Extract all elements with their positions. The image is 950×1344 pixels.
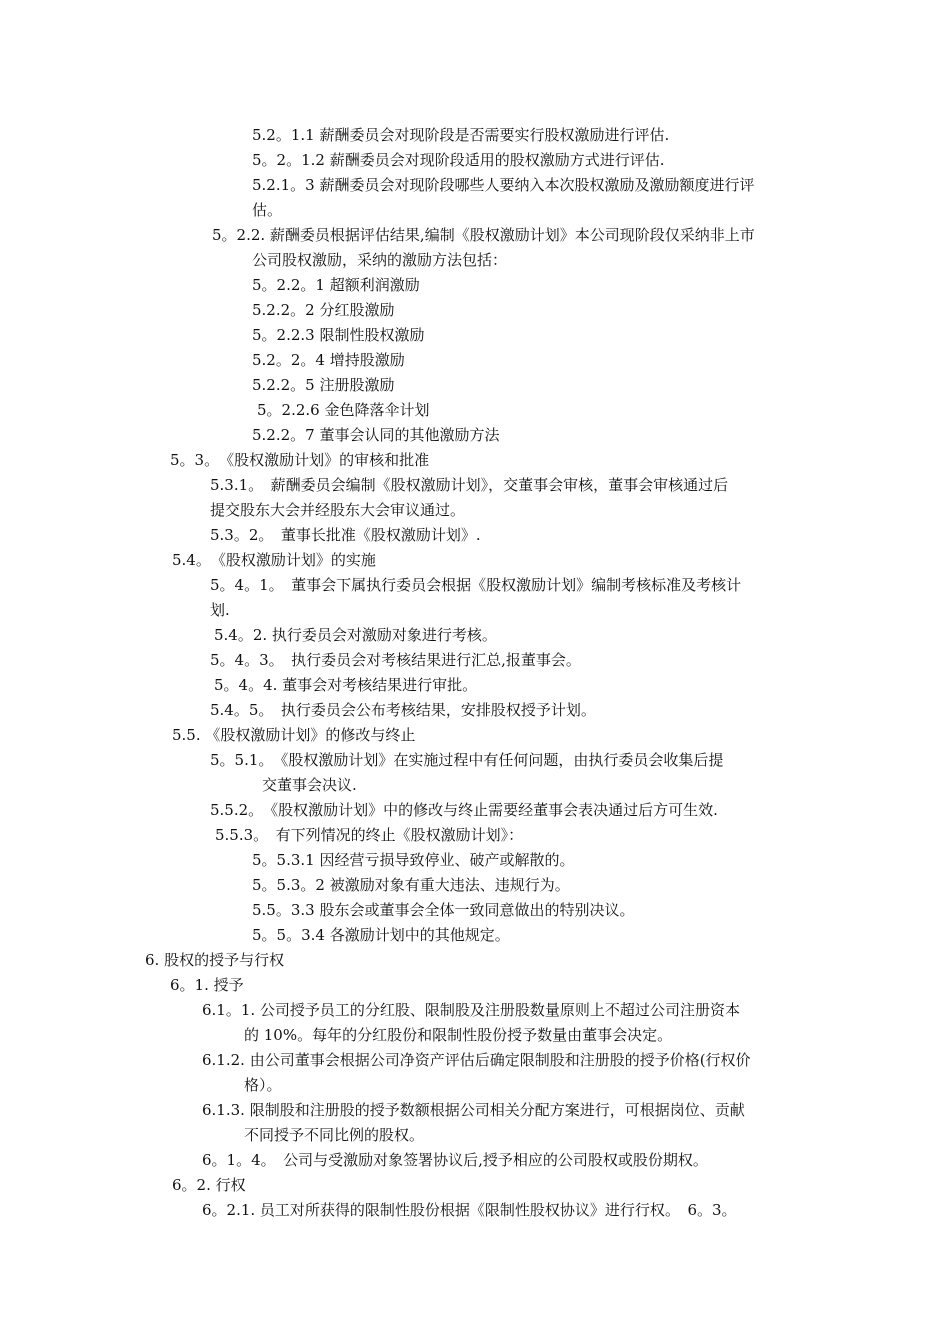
- clause-5-4-5: 5.4。5。 执行委员会公布考核结果，安排股权授予计划。: [210, 701, 596, 719]
- clause-5-4-3: 5。4。3。 执行委员会对考核结果进行汇总,报董事会。: [210, 651, 581, 669]
- clause-5-2-1-2: 5。2。1.2 薪酬委员会对现阶段适用的股权激励方式进行评估.: [252, 151, 665, 169]
- section-6-1-heading: 6。1. 授予: [170, 976, 244, 994]
- clause-6-1-2-cont: 格）。: [244, 1076, 282, 1094]
- clause-5-3-2: 5.3。2。 董事长批准《股权激励计划》.: [210, 526, 481, 544]
- chapter-6-heading: 6. 股权的授予与行权: [145, 951, 285, 969]
- clause-5-2-1-3: 5.2.1。3 薪酬委员会对现阶段哪些人要纳入本次股权激励及激励额度进行评: [252, 176, 755, 194]
- clause-5-2-2-1: 5。2.2。1 超额利润激励: [252, 276, 420, 294]
- clause-5-5-3: 5.5.3。 有下列情况的终止《股权激励计划》：: [215, 826, 524, 844]
- clause-5-2-2-7: 5.2.2。7 董事会认同的其他激励方法: [252, 426, 500, 444]
- clause-5-2-2-5: 5.2.2。5 注册股激励: [252, 376, 395, 394]
- clause-6-1-1: 6.1。1. 公司授予员工的分红股、限制股及注册股数量原则上不超过公司注册资本: [202, 1001, 740, 1019]
- clause-5-2-2-6: 5。2.2.6 金色降落伞计划: [257, 401, 430, 419]
- section-5-5-heading: 5.5. 《股权激励计划》的修改与终止: [172, 726, 416, 744]
- clause-6-2-1: 6。2.1. 员工对所获得的限制性股份根据《限制性股权协议》进行行权。 6。3。: [202, 1201, 737, 1219]
- clause-5-4-1-cont: 划.: [210, 601, 230, 619]
- clause-5-5-3-4: 5。5。3.4 各激励计划中的其他规定。: [252, 926, 510, 944]
- clause-5-4-4: 5。4。4. 董事会对考核结果进行审批。: [214, 676, 478, 694]
- section-6-2-heading: 6。2. 行权: [172, 1176, 246, 1194]
- clause-6-1-3: 6.1.3. 限制股和注册股的授予数额根据公司相关分配方案进行，可根据岗位、贡献: [202, 1101, 745, 1119]
- clause-5-4-2: 5.4。2. 执行委员会对激励对象进行考核。: [214, 626, 497, 644]
- clause-5-2-1-1: 5.2。1.1 薪酬委员会对现阶段是否需要实行股权激励进行评估.: [252, 126, 670, 144]
- section-5-4-heading: 5.4。 《股权激励计划》的实施: [172, 551, 376, 569]
- clause-6-1-4: 6。1。4。 公司与受激励对象签署协议后,授予相应的公司股权或股份期权。: [202, 1151, 708, 1169]
- clause-5-2-2-3: 5。2.2.3 限制性股权激励: [252, 326, 425, 344]
- clause-6-1-3-cont: 不同授予不同比例的股权。: [244, 1126, 425, 1144]
- clause-5-5-3-1: 5。5.3.1 因经营亏损导致停业、破产或解散的。: [252, 851, 575, 869]
- clause-6-1-2: 6.1.2. 由公司董事会根据公司净资产评估后确定限制股和注册股的授予价格(行权价: [202, 1051, 751, 1069]
- clause-5-2-2-cont: 公司股权激励，采纳的激励方法包括：: [252, 251, 508, 269]
- section-5-3-heading: 5。3。 《股权激励计划》的审核和批准: [170, 451, 430, 469]
- clause-5-5-2: 5.5.2。 《股权激励计划》中的修改与终止需要经董事会表决通过后方可生效.: [210, 801, 718, 819]
- clause-5-3-1: 5.3.1。 薪酬委员会编制《股权激励计划》，交董事会审核，董事会审核通过后: [210, 476, 729, 494]
- clause-5-5-3-2: 5。5.3。2 被激励对象有重大违法、违规行为。: [252, 876, 570, 894]
- clause-5-5-1-cont: 交董事会决议.: [262, 776, 357, 794]
- clause-5-2-2-2: 5.2.2。2 分红股激励: [252, 301, 395, 319]
- clause-5-3-1-cont: 提交股东大会并经股东大会审议通过。: [210, 501, 466, 519]
- clause-5-2-2-4: 5.2。2。4 增持股激励: [252, 351, 405, 369]
- clause-5-5-1: 5。5.1。 《股权激励计划》在实施过程中有任何问题，由执行委员会收集后提: [210, 751, 724, 769]
- clause-5-4-1: 5。4。1。 董事会下属执行委员会根据《股权激励计划》编制考核标准及考核计: [210, 576, 742, 594]
- clause-5-2-1-3-cont: 估。: [252, 201, 283, 219]
- clause-5-5-3-3: 5.5。3.3 股东会或董事会全体一致同意做出的特别决议。: [252, 901, 635, 919]
- clause-5-2-2: 5。2.2. 薪酬委员根据评估结果,编制《股权激励计划》本公司现阶段仅采纳非上市: [212, 226, 755, 244]
- clause-6-1-1-cont: 的 10%。每年的分红股份和限制性股份授予数量由董事会决定。: [244, 1026, 673, 1044]
